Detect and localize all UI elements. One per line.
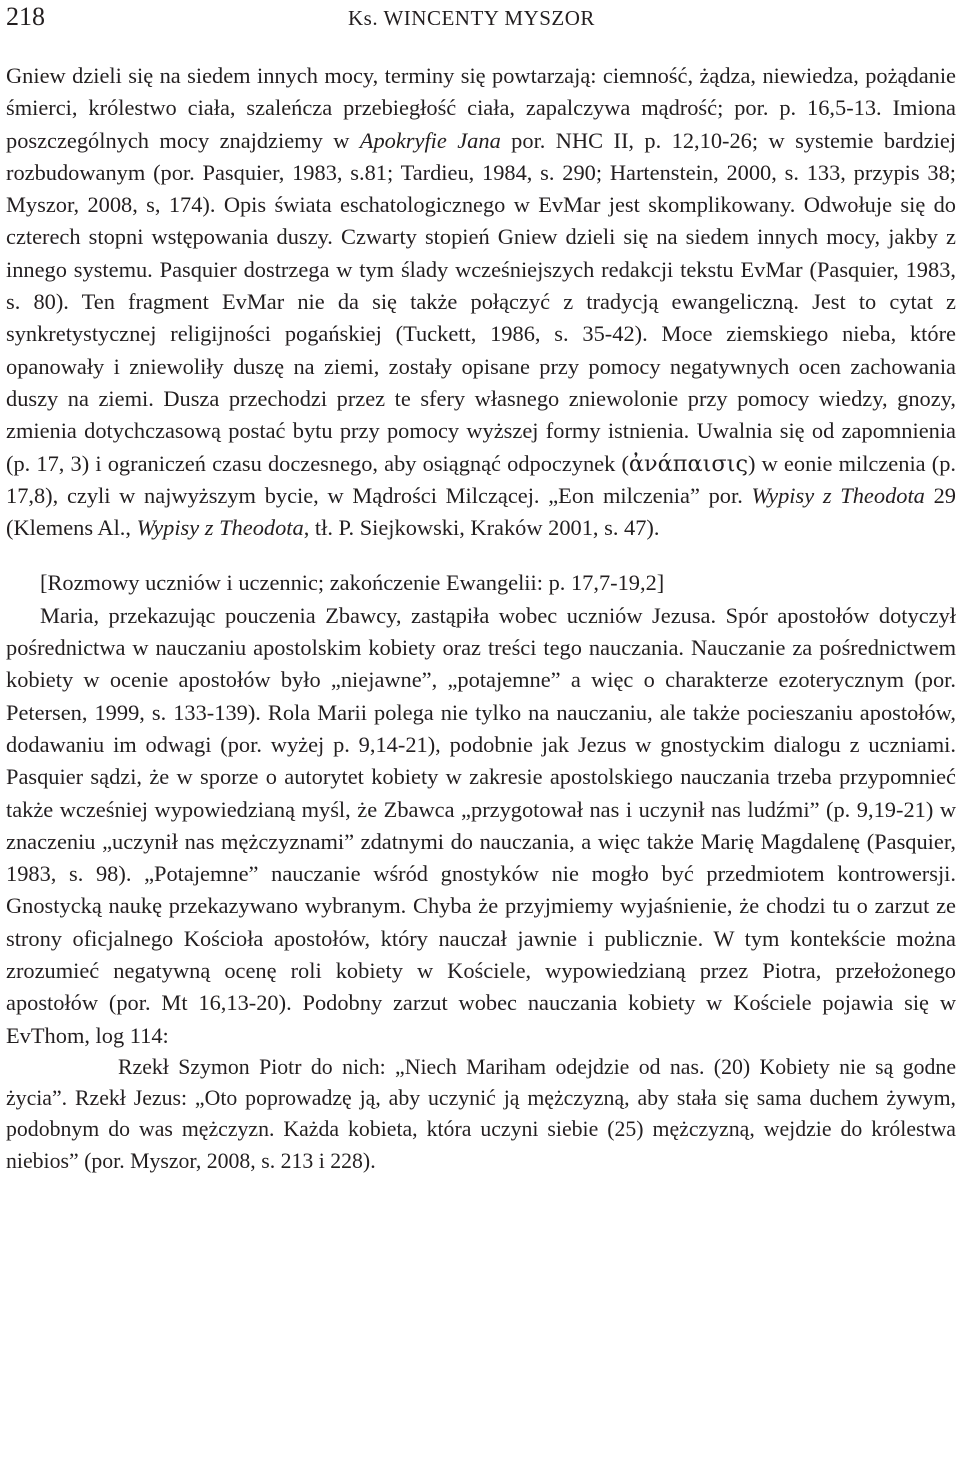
quotation-block bbox=[6, 1052, 956, 1177]
note-text-part-5: , tł. P. Siejkowski, Kraków 2001, s. 47). bbox=[303, 515, 660, 541]
wypisy-title-2: Wypisy z Theodota bbox=[136, 515, 304, 541]
page-number: 218 bbox=[6, 2, 45, 31]
note-text-part-3: ) w eonie milczenia (p. 17,8), czyli w najwyższym bycie, w Mądrości Milczącej. „Eon milczenia” por. bbox=[6, 450, 956, 508]
note-text-part-4: 29 (Klemens Al., bbox=[6, 482, 956, 541]
section-body: Maria, przekazując pouczenia Zbawcy, zastąpiła wobec uczniów Jezusa. Spór apostołów dotyczył pośrednictwa w nauczaniu apostolskim kobiety oraz treści tego nauczania. Nauczanie za pośrednictwem kobiety w ocenie apostołów było „niejawne”, „potajemne” a więc o charakterze ezoterycznym (por. Petersen, 1999, s. 133-139). Rola Marii polega nie tylko na nauczaniu, ale także pocieszaniu apostołów, dodawaniu im odwagi (por. wyżej p. 9,14-21), podobnie jak Jezus w gnostyckim dialogu z uczniami. Pasquier sądzi, że w sporze o autorytet kobiety w zakresie apostolskiego nauczania trzeba przypomnieć także wcześniej wypowiedzianą myśl, że Zbawca „przygotował nas i uczynił nas ludźmi” (p. 9,19-21) w znaczeniu „uczynił nas mężczyznami” zdatnymi do nauczania, a więc także Marię Magdalenę (Pasquier, 1983, s. 98). „Potajemne” nauczanie wśród gnostyków nie mogło być przedmiotem kontrowersji. Gnostycką naukę przekazywano wybranym. Chyba że przyjmiemy wyjaśnienie, że chodzi tu o zarzut ze strony oficjalnego Kościoła apostołów, który nauczał jawnie i publicznie. W tym kontekście można zrozumieć negatywną ocenę roli kobiety w Kościele, wypowiedzianą przez Piotra, przełożonego apostołów (por. Mt 16,13-20). Podobny zarzut wobec nauczania kobiety w Kościele pojawia się w EvThom, log 114: bbox=[6, 602, 956, 1048]
greek-term: ἀνάπαισις bbox=[628, 450, 748, 477]
running-head-author: Ks. WINCENTY MYSZOR bbox=[348, 6, 595, 30]
wypisy-title-1: Wypisy z Theodota bbox=[751, 482, 925, 508]
note-text-part-2: por. NHC II, p. 12,10-26; w systemie bardziej rozbudowanym (por. Pasquier, 1983, s.81; Tardieu, 1984, s. 290; Hartenstein, 2000, s. 133, przypis 38; Myszor, 2008, s, 174). Opis świata eschatologicznego w EvMar jest skomplikowany. Odwołuje się do czterech stopni wstępowania duszy. Czwarty stopień Gniew dzieli się na siedem innych mocy, jakby z innego systemu. Pasquier dostrzega w tym ślady wcześniejszych redakcji tekstu EvMar (Pasquier, 1983, s. 80). Ten fragment EvMar nie da się także połączyć z tradycją ewangeliczną. Jest to cytat z synkretystycznej religijności pogańskiej (Tuckett, 1986, s. 35-42). Moce ziemskiego nieba, które opanowały i zniewoliły duszę na ziemi, zostały opisane przy pomocy negatywnych ocen zachowania duszy na ziemi. Dusza przechodzi przez te sfery własnego zniewolonie przy pomocy wiedzy, gnozy, zmienia dotychczasową postać bytu przy pomocy wyższej formy istnienia. Uwalnia się od zapomnienia (p. 17, 3) i ograniczeń czasu doczesnego, aby osiągnąć odpoczynek ( bbox=[6, 127, 956, 476]
quotation-text: Rzekł Szymon Piotr do nich: „Niech Mariham odejdzie od nas. (20) Kobiety nie są godne życia”. Rzekł Jezus: „Oto poprowadzę ją, aby uczynić ją mężczyzną, aby stała się sama duchem żywym, podobnym do was mężczyzn. Każda kobieta, która uczyni siebie (25) mężczyzną, wejdzie do królestwa niebios” (por. Myszor, 2008, s. 213 i 228). bbox=[6, 1054, 956, 1173]
note-text-part-1: Gniew dzieli się na siedem innych mocy, terminy się powtarzają: ciemność, żądza, niewiedza, pożądanie śmierci, królestwo ciała, szaleńcza przebiegłość ciała, zapalczywa mądrość; por. p. 16,5-13. Imiona poszczególnych mocy znajdziemy w bbox=[6, 63, 956, 153]
apokryf-title: Apokryfie Jana bbox=[359, 127, 501, 153]
section-heading: [Rozmowy uczniów i uczennic; zakończenie Ewangelii: p. 17,7-19,2] bbox=[40, 570, 665, 596]
note-paragraph bbox=[6, 60, 956, 544]
note-text bbox=[6, 60, 956, 544]
running-head bbox=[6, 0, 956, 38]
section-block bbox=[6, 567, 956, 1051]
